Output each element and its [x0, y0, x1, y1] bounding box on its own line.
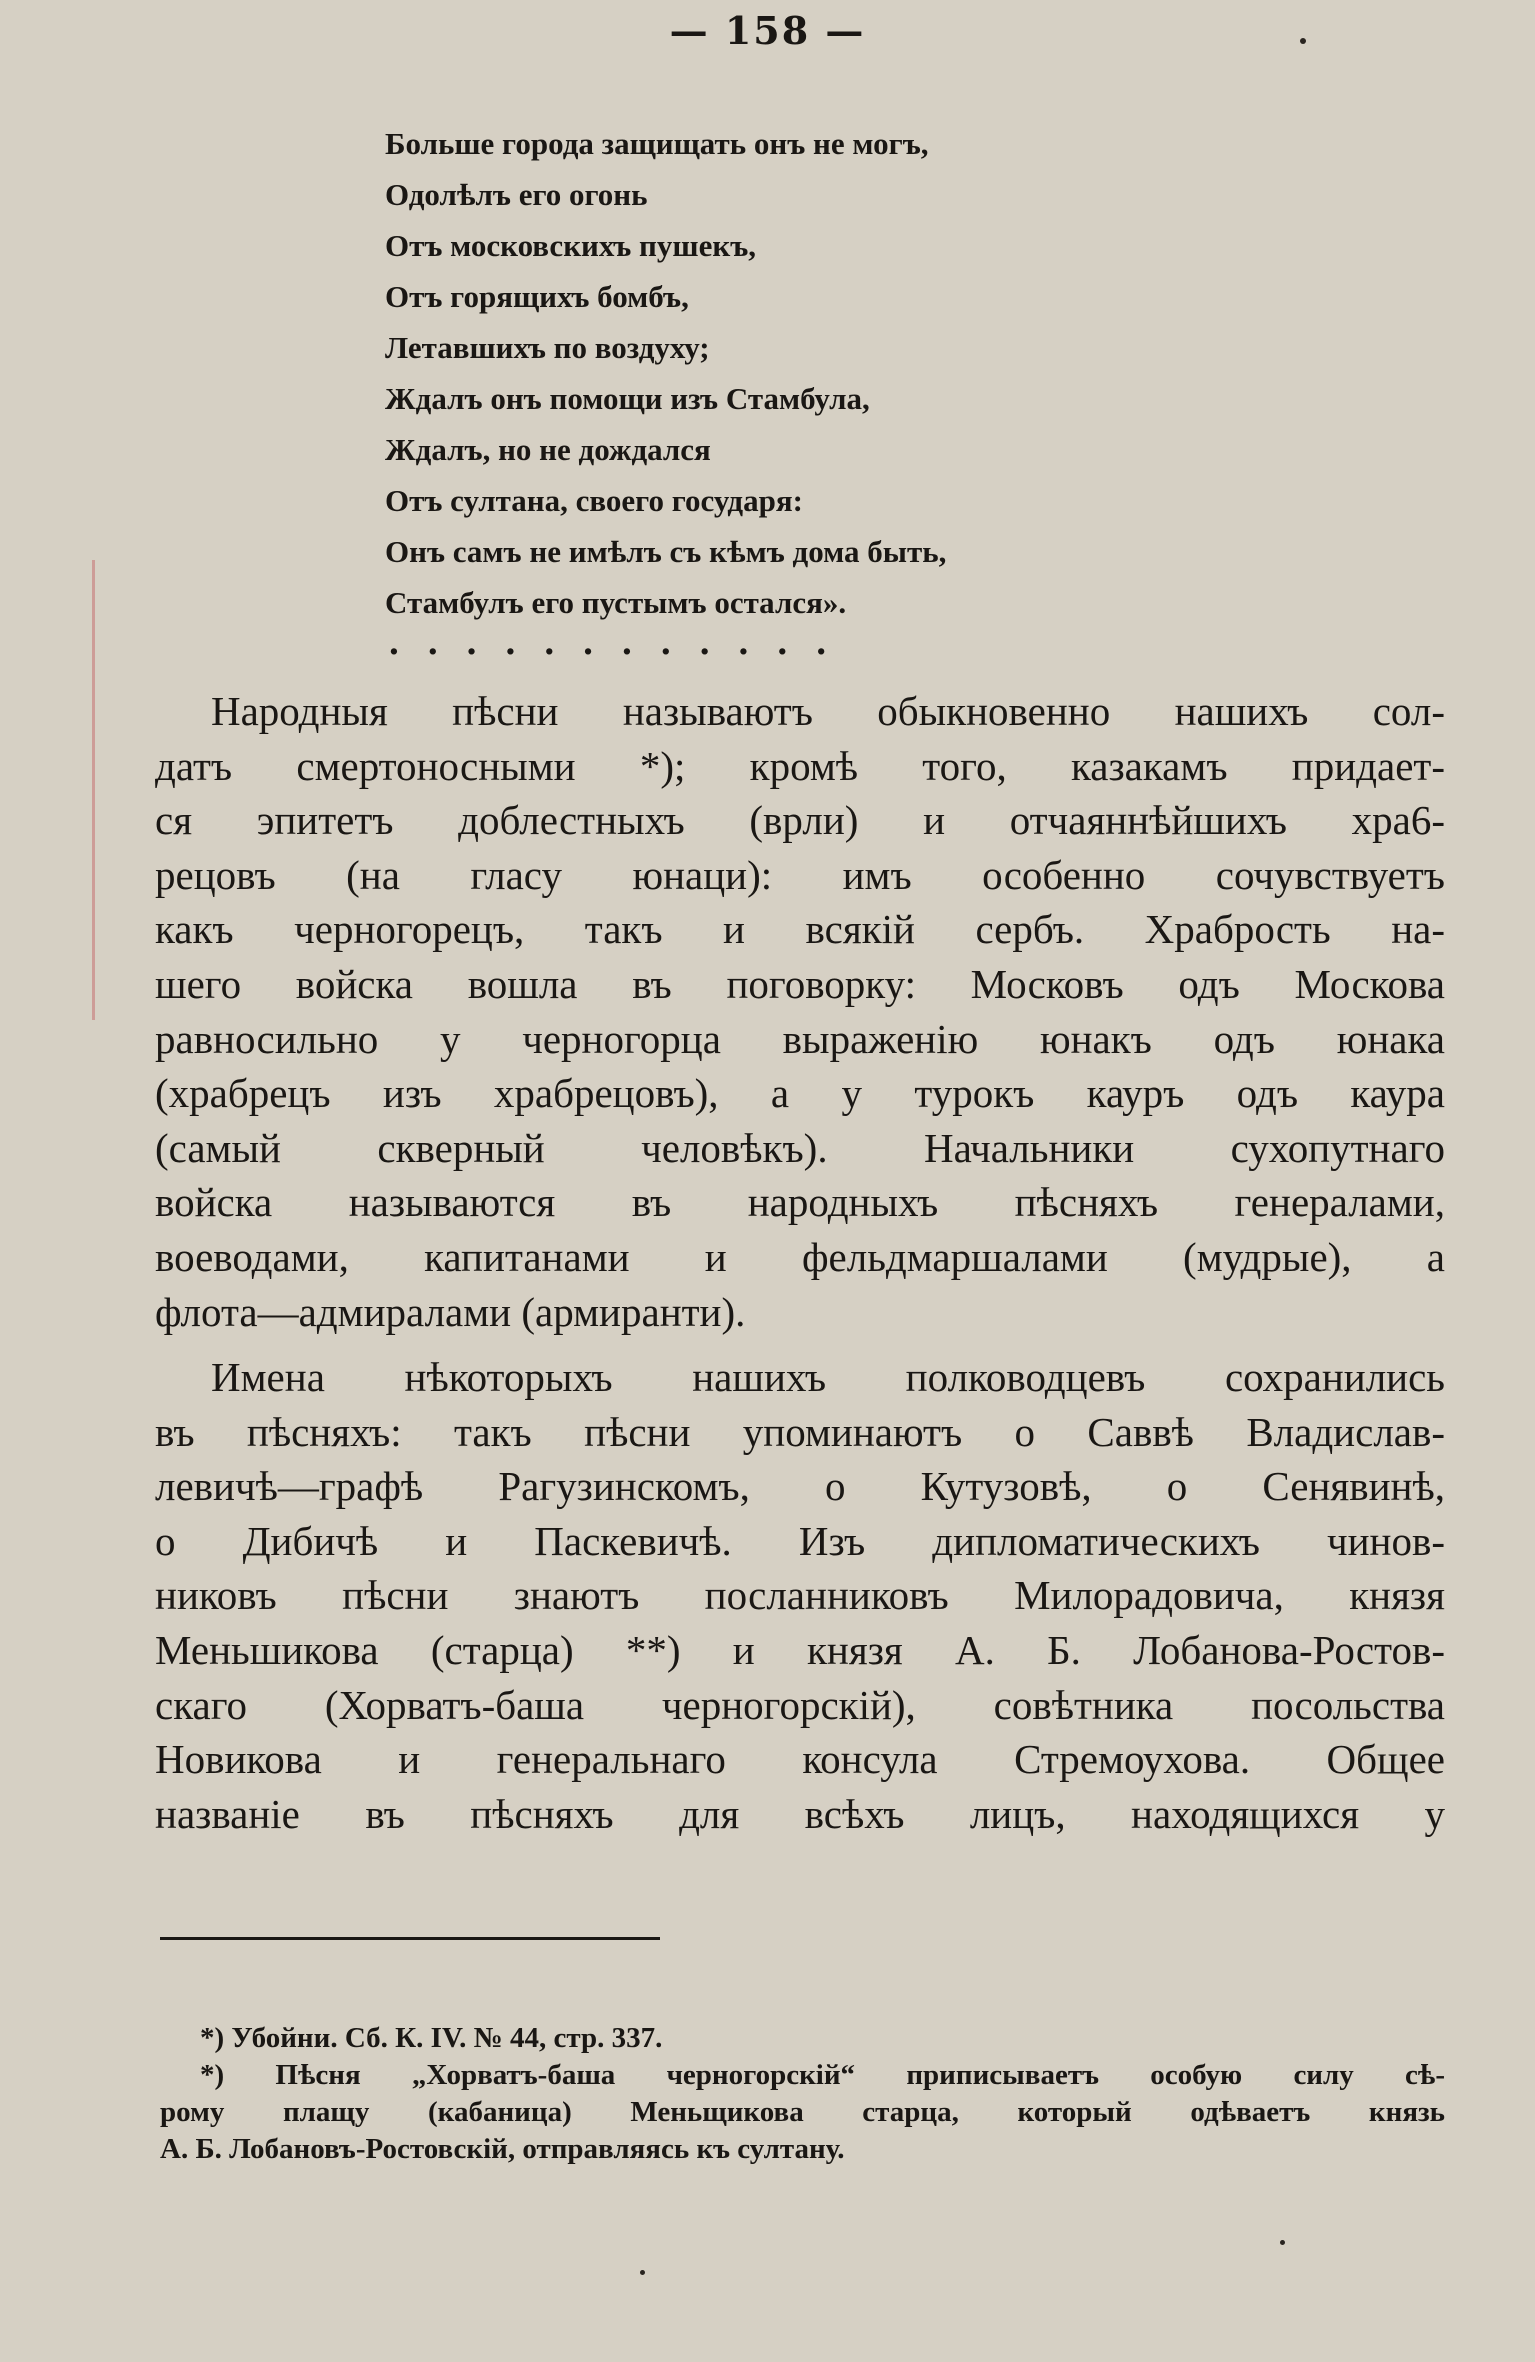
paragraph-line: войска называются въ народныхъ пѣсняхъ генералами,: [155, 1179, 1445, 1226]
paragraph-line: рецовъ (на гласу юнаци): имъ особенно сочувствуетъ: [155, 851, 1445, 898]
verse-line: Больше города защищать онъ не могъ,: [385, 126, 929, 161]
paragraph-line: Новикова и генеральнаго консула Стремоухова. Общее: [155, 1736, 1445, 1783]
footnote-2-line: рому плащу (кабаница) Меньщикова старца, который одѣваетъ князь: [160, 2096, 1445, 2128]
footnotes: [160, 2020, 1445, 2168]
footnote-2-line: А. Б. Лобановъ-Ростовскій, отправляясь къ султану.: [160, 2133, 845, 2165]
paragraph-line: Имена нѣкоторыхъ нашихъ полководцевъ сохранились: [211, 1354, 1445, 1400]
paragraph-line: флота—адмиралами (армиранти).: [155, 1288, 746, 1335]
verse-line: Летавшихъ по воздуху;: [385, 330, 710, 365]
paragraph-line: о Дибичѣ и Паскевичѣ. Изъ дипломатическихъ чинов-: [155, 1517, 1445, 1564]
paragraph-line: какъ черногорецъ, такъ и всякій сербъ. Храбрость на-: [155, 906, 1445, 953]
verse-ellipsis: ............: [388, 623, 855, 663]
footnote-divider: [160, 1937, 660, 1940]
verse-line: Ждалъ, но не дождался: [385, 432, 711, 467]
page-number: — 158 —: [669, 8, 866, 53]
verse-line: Ждалъ онъ помощи изъ Стамбула,: [385, 381, 870, 416]
verse-line: Онъ самъ не имѣлъ съ кѣмъ дома быть,: [385, 534, 947, 569]
print-speck: [1280, 2240, 1285, 2245]
footnote-2-line: *) Пѣсня „Хорватъ-баша черногорскій“ приписываетъ особую силу сѣ-: [200, 2059, 1445, 2091]
paragraph-line: скаго (Хорватъ-баша черногорскій), совѣтника посольства: [155, 1681, 1445, 1728]
footnote-1: *) Убойни. Сб. К. IV. № 44, стр. 337.: [200, 2022, 663, 2054]
verse-line: Отъ московскихъ пушекъ,: [385, 228, 757, 263]
verse-line: Одолѣлъ его огонь: [385, 177, 648, 212]
paragraph-line: въ пѣсняхъ: такъ пѣсни упоминаютъ о Саввѣ Владислав-: [155, 1408, 1445, 1455]
paragraph-line: воеводами, капитанами и фельдмаршалами (мудрые), а: [155, 1233, 1445, 1280]
paragraph-line: никовъ пѣсни знаютъ посланниковъ Милорадовича, князя: [155, 1572, 1445, 1619]
verse-line: Отъ султана, своего государя:: [385, 483, 803, 518]
print-speck: [640, 2270, 645, 2275]
paragraph-line: названіе въ пѣсняхъ для всѣхъ лицъ, находящихся у: [155, 1790, 1445, 1837]
verse-line: Отъ горящихъ бомбъ,: [385, 279, 689, 314]
paragraph-commanders: [155, 1350, 1445, 1841]
paragraph-line: Меньшикова (старца) **) и князя А. Б. Лобанова-Ростов-: [155, 1626, 1445, 1673]
paragraph-line: левичѣ—графѣ Рагузинскомъ, о Кутузовѣ, о Сенявинѣ,: [155, 1463, 1445, 1510]
paragraph-line: ся эпитетъ доблестныхъ (врли) и отчаяннѣйшихъ хра6-: [155, 797, 1445, 844]
paragraph-line: Народныя пѣсни называютъ обыкновенно нашихъ сол-: [211, 688, 1445, 734]
paragraph-line: датъ смертоносными *); кромѣ того, казакамъ придает-: [155, 742, 1445, 789]
paragraph-line: шего войска вошла въ поговорку: Московъ одъ Москова: [155, 960, 1445, 1007]
paragraph-line: равносильно у черногорца выраженію юнакъ одъ юнака: [155, 1015, 1445, 1062]
margin-mark: [92, 560, 95, 1020]
paragraph-line: (самый скверный человѣкъ). Начальники сухопутнаго: [155, 1124, 1445, 1171]
verse-quote: [385, 118, 946, 628]
paragraph-line: (храбрецъ изъ храбрецовъ), а у турокъ кауръ одъ каура: [155, 1070, 1445, 1117]
print-speck: [1300, 38, 1306, 44]
paragraph-soldiers: [155, 684, 1445, 1339]
verse-line: Стамбулъ его пустымъ остался».: [385, 585, 847, 620]
